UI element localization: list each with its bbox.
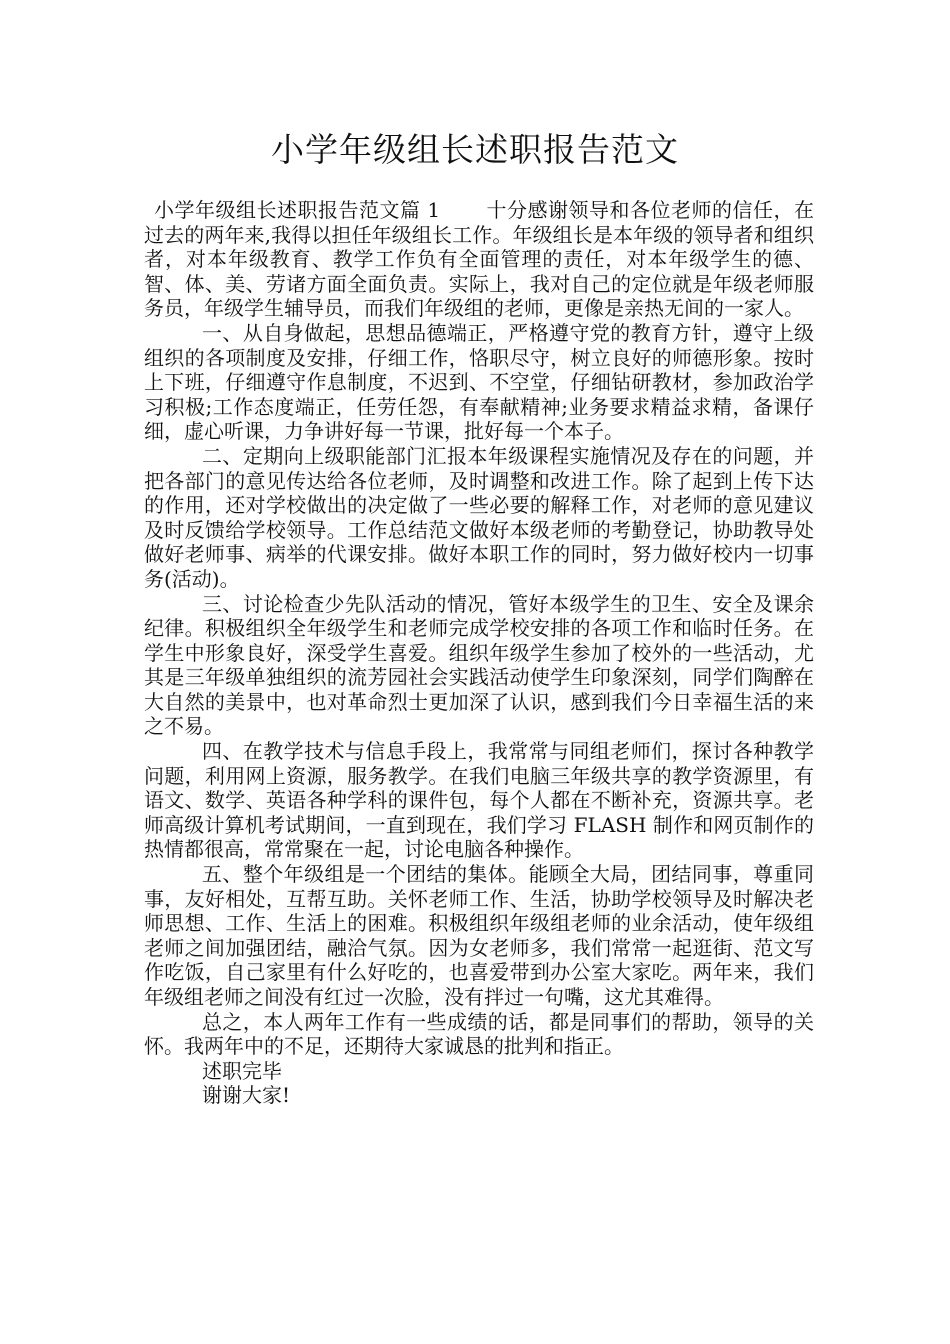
- paragraph-3: 三、讨论检查少先队活动的情况，管好本级学生的卫生、安全及课余纪律。积极组织全年级学生和老师完成学校安排的各项工作和临时任务。在学生中形象良好，深受学生喜爱。组织年级学生参加了校外的一些活动，尤其是三年级单独组织的流芳园社会实践活动使学生印象深刻，同学们陶醉在大自然的美景中，也对革命烈士更加深了认识，感到我们今日幸福生活的来之不易。: [144, 591, 814, 739]
- paragraph-5: 五、整个年级组是一个团结的集体。能顾全大局，团结同事，尊重同事，友好相处，互帮互助。关怀老师工作、生活，协助学校领导及时解决老师思想、工作、生活上的困难。积极组织年级组老师的业余活动，使年级组老师之间加强团结，融洽气氛。因为女老师多，我们常常一起逛街、范文写作吃饭，自己家里有什么好吃的，也喜爱带到办公室大家吃。两年来，我们年级组老师之间没有红过一次脸，没有拌过一句嘴，这尤其难得。: [144, 862, 814, 1009]
- paragraph-1: 一、从自身做起，思想品德端正，严格遵守党的教育方针，遵守上级组织的各项制度及安排，仔细工作，恪职尽守，树立良好的师德形象。按时上下班，仔细遵守作息制度，不迟到、不空堂，仔细钻研教材，参加政治学习积极;工作态度端正，任劳任怨，有奉献精神;业务要求精益求精，备课仔细，虚心听课，力争讲好每一节课，批好每一个本子。: [144, 320, 814, 444]
- intro-heading: 小学年级组长述职报告范文篇 1: [154, 198, 441, 222]
- document-body: [144, 198, 814, 1108]
- paragraph-4: 四、在教学技术与信息手段上，我常常与同组老师们，探讨各种教学问题，利用网上资源，服务教学。在我们电脑三年级共享的教学资源里，有语文、数学、英语各种学科的课件包，每个人都在不断补充，资源共享。老师高级计算机考试期间，一直到现在，我们学习 FLASH 制作和网页制作的热情都很高，常常聚在一起，讨论电脑各种操作。: [144, 739, 814, 862]
- paragraph-conclusion: 总之，本人两年工作有一些成绩的话，都是同事们的帮助，领导的关怀。我两年中的不足，还期待大家诚恳的批判和指正。: [144, 1009, 814, 1059]
- closing-line-2: 谢谢大家!: [202, 1083, 291, 1108]
- intro-paragraph: [144, 198, 814, 321]
- paragraph-2: 二、定期向上级职能部门汇报本年级课程实施情况及存在的问题，并把各部门的意见传达给各位老师，及时调整和改进工作。除了起到上传下达的作用，还对学校做出的决定做了一些必要的解释工作，对老师的意见建议及时反馈给学校领导。工作总结范文做好本级老师的考勤登记，协助教导处做好老师事、病举的代课安排。做好本职工作的同时，努力做好校内一切事务(活动)。: [144, 443, 814, 591]
- closing-line-1: 述职完毕: [202, 1058, 282, 1083]
- document-title: 小学年级组长述职报告范文: [271, 130, 679, 169]
- intro-text: 十分感谢领导和各位老师的信任，在过去的两年来,我得以担任年级组长工作。年级组长是本年级的领导者和组织者，对本年级教育、教学工作负有全面管理的责任，对本年级学生的德、智、体、美、劳诸方面全面负责。实际上，我对自己的定位就是年级老师服务员，年级学生辅导员，而我们年级组的老师，更像是亲热无间的一家人。: [144, 198, 814, 321]
